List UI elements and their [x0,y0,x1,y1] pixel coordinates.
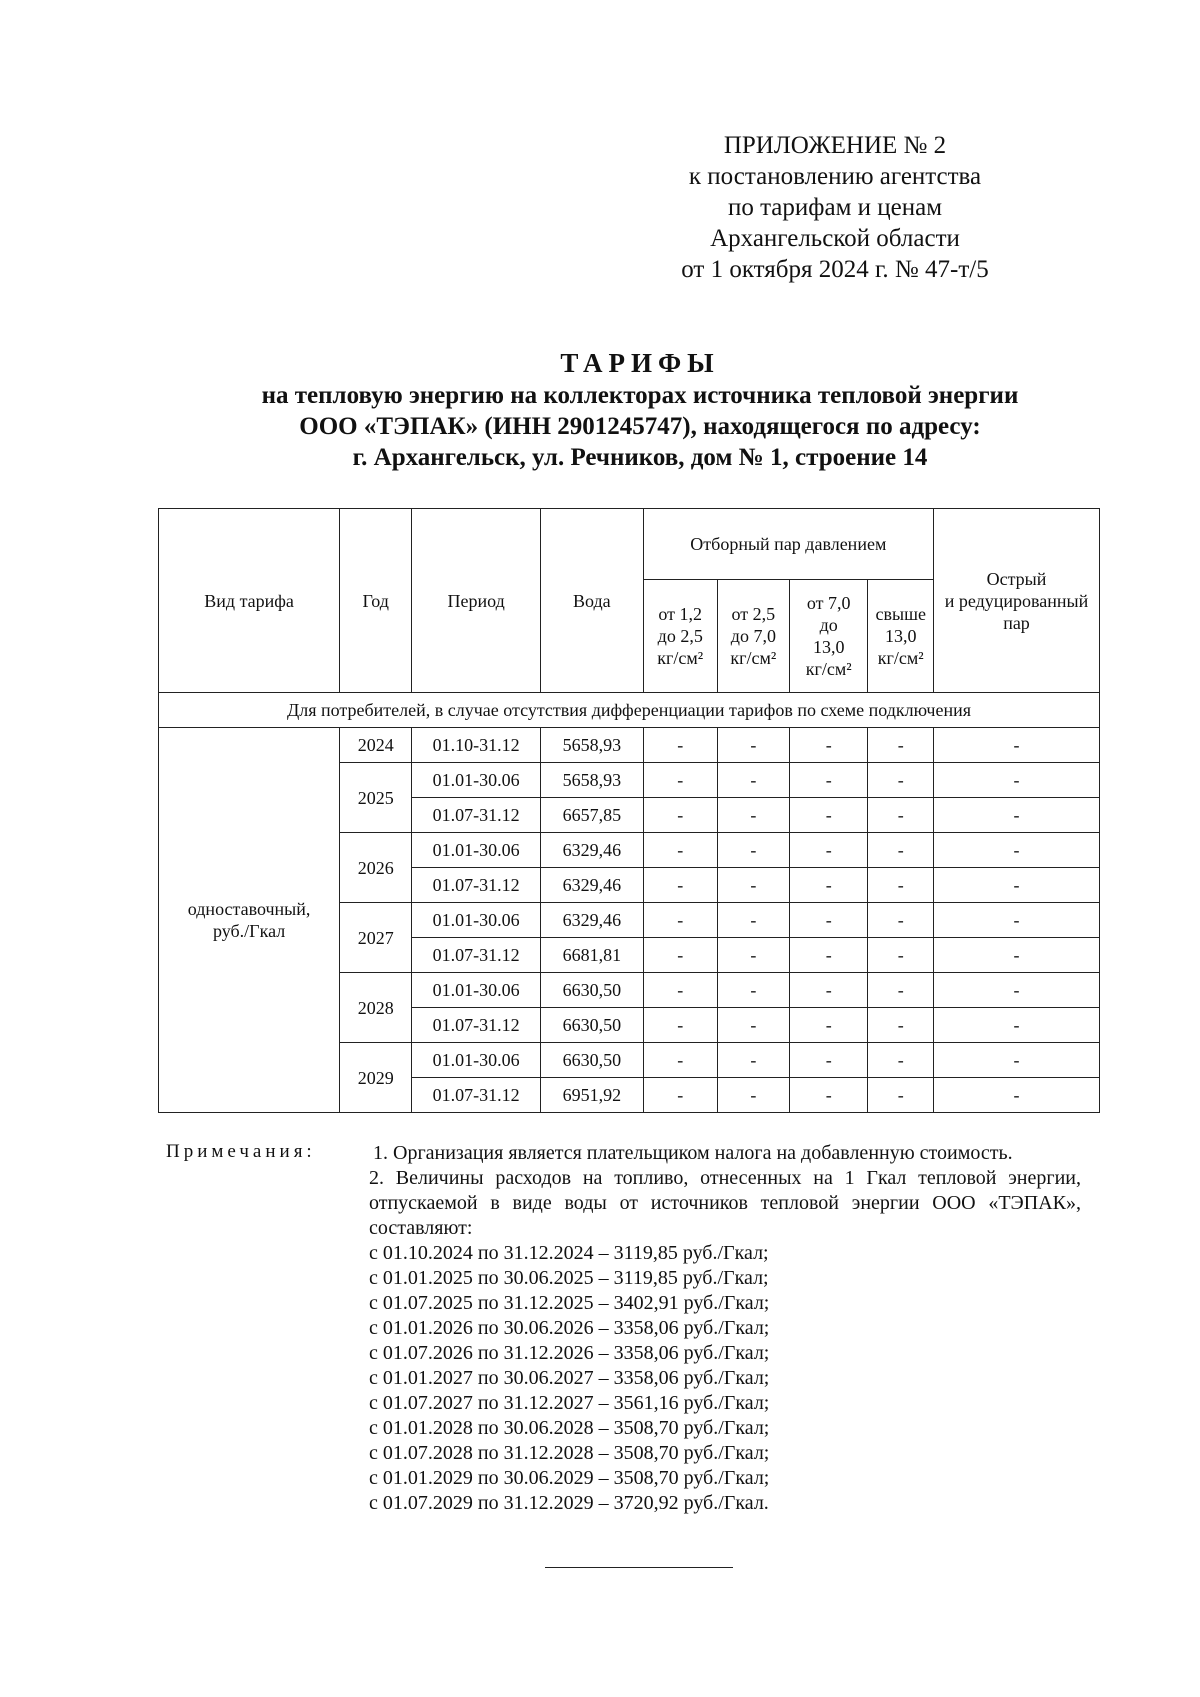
appendix-line: по тарифам и ценам [727,194,943,221]
fuel-rate-line: с 01.10.2024 по 31.12.2024 – 3119,85 руб./Гкал; [369,1242,769,1264]
notes-block [369,1141,1081,1516]
title-line: ООО «ТЭПАК» (ИНН 2901245747), находящегося по адресу: [299,413,981,440]
water-cell: 6630,50 [541,1008,644,1043]
header-steam-group: Отборный пар давлением [643,509,933,580]
fuel-rate-line: с 01.07.2029 по 31.12.2029 – 3720,92 руб./Гкал. [369,1492,769,1514]
dash-cell: - [717,833,789,868]
document-title [160,346,1120,473]
dash-cell: - [934,1043,1100,1078]
water-cell: 6329,46 [541,903,644,938]
table-row [159,728,1100,763]
dash-cell: - [934,1008,1100,1043]
fuel-rate-line: с 01.01.2025 по 30.06.2025 – 3119,85 руб./Гкал; [369,1267,769,1289]
header-period: Период [412,509,541,693]
year-cell: 2026 [340,833,412,903]
dash-cell: - [934,973,1100,1008]
dash-cell: - [789,868,868,903]
fuel-rates-list [369,1241,1081,1516]
header-line: от 2,5 [731,604,776,624]
water-cell: 6630,50 [541,973,644,1008]
header-line: и редуцированный [944,590,1089,611]
dash-cell: - [643,833,717,868]
dash-cell: - [717,798,789,833]
header-line: 13,0 [884,626,917,646]
dash-cell: - [717,938,789,973]
header-type: Вид тарифа [159,509,340,693]
fuel-rate-line: с 01.01.2026 по 30.06.2026 – 3358,06 руб./Гкал; [369,1317,770,1339]
dash-cell: - [868,833,934,868]
dash-cell: - [643,903,717,938]
header-sharp-steam [934,509,1100,693]
dash-cell: - [868,868,934,903]
dash-cell: - [717,1043,789,1078]
dash-cell: - [789,833,868,868]
header-steam-4 [868,580,934,693]
dash-cell: - [934,903,1100,938]
dash-cell: - [643,868,717,903]
dash-cell: - [789,798,868,833]
dash-cell: - [868,973,934,1008]
fuel-rate-line: с 01.01.2029 по 30.06.2029 – 3508,70 руб./Гкал; [369,1467,770,1489]
water-cell: 6329,46 [541,868,644,903]
fuel-rate-line: с 01.07.2026 по 31.12.2026 – 3358,06 руб./Гкал; [369,1342,770,1364]
tariff-table [158,508,1100,1113]
dash-cell: - [934,728,1100,763]
water-cell: 6630,50 [541,1043,644,1078]
water-cell: 6329,46 [541,833,644,868]
water-cell: 5658,93 [541,763,644,798]
header-line: от 1,2 [658,604,703,624]
dash-cell: - [643,1008,717,1043]
period-cell: 01.01-30.06 [412,763,541,798]
year-cell: 2024 [340,728,412,763]
header-line: 13,0 [812,637,845,657]
dash-cell: - [934,798,1100,833]
dash-cell: - [717,728,789,763]
dash-cell: - [868,1043,934,1078]
dash-cell: - [643,973,717,1008]
header-line: пар [1003,612,1030,633]
dash-cell: - [789,763,868,798]
dash-cell: - [643,938,717,973]
year-cell: 2025 [340,763,412,833]
dash-cell: - [717,1008,789,1043]
water-cell: 6657,85 [541,798,644,833]
dash-cell: - [934,763,1100,798]
dash-cell: - [934,868,1100,903]
bottom-divider [545,1567,733,1568]
period-cell: 01.07-31.12 [412,1008,541,1043]
dash-cell: - [868,938,934,973]
section-caption: Для потребителей, в случае отсутствия дифференциации тарифов по схеме подключения [159,693,1100,728]
header-water: Вода [541,509,644,693]
appendix-line: от 1 октября 2024 г. № 47-т/5 [681,256,989,283]
header-line: до 7,0 [730,626,776,646]
dash-cell: - [643,728,717,763]
period-cell: 01.01-30.06 [412,903,541,938]
appendix-line: ПРИЛОЖЕНИЕ № 2 [723,132,947,159]
dash-cell: - [934,938,1100,973]
tariff-type-line: одноставочный, [187,899,311,919]
dash-cell: - [717,1078,789,1113]
dash-cell: - [717,903,789,938]
header-line: до [819,615,838,635]
period-cell: 01.01-30.06 [412,973,541,1008]
dash-cell: - [643,798,717,833]
dash-cell: - [934,1078,1100,1113]
year-cell: 2028 [340,973,412,1043]
dash-cell: - [717,973,789,1008]
water-cell: 5658,93 [541,728,644,763]
notes-label: Примечания: [166,1141,316,1162]
water-cell: 6681,81 [541,938,644,973]
header-row [159,509,1100,580]
dash-cell: - [789,1043,868,1078]
header-line: кг/см² [877,648,924,668]
year-cell: 2029 [340,1043,412,1113]
dash-cell: - [789,1078,868,1113]
year-cell: 2027 [340,903,412,973]
section-row [159,693,1100,728]
header-steam-2 [717,580,789,693]
dash-cell: - [643,1043,717,1078]
dash-cell: - [789,1008,868,1043]
dash-cell: - [717,763,789,798]
header-line: кг/см² [730,648,777,668]
fuel-rate-line: с 01.01.2028 по 30.06.2028 – 3508,70 руб./Гкал; [369,1417,770,1439]
appendix-line: Архангельской области [710,225,960,252]
dash-cell: - [789,903,868,938]
dash-cell: - [789,728,868,763]
dash-cell: - [868,903,934,938]
fuel-rate-line: с 01.01.2027 по 30.06.2027 – 3358,06 руб./Гкал; [369,1367,770,1389]
period-cell: 01.01-30.06 [412,833,541,868]
note-2: 2. Величины расходов на топливо, отнесенных на 1 Гкал тепловой энергии, отпускаемой в виде воды от источников тепловой энергии ООО «ТЭПАК», составляют: [369,1167,1081,1239]
fuel-rate-line: с 01.07.2027 по 31.12.2027 – 3561,16 руб./Гкал; [369,1392,770,1414]
dash-cell: - [789,938,868,973]
note-1: 1. Организация является плательщиком налога на добавленную стоимость. [373,1142,1013,1164]
dash-cell: - [868,1078,934,1113]
period-cell: 01.01-30.06 [412,1043,541,1078]
tariff-type-line: руб./Гкал [213,921,286,941]
dash-cell: - [868,798,934,833]
header-line: от 7,0 [806,593,851,613]
period-cell: 01.07-31.12 [412,938,541,973]
title-main: ТАРИФЫ [560,348,720,378]
header-line: до 2,5 [657,626,703,646]
tariff-type-cell [159,728,340,1113]
appendix-line: к постановлению агентства [688,163,982,190]
header-line: свыше [875,604,926,624]
fuel-rate-line: с 01.07.2028 по 31.12.2028 – 3508,70 руб./Гкал; [369,1442,770,1464]
dash-cell: - [868,763,934,798]
period-cell: 01.07-31.12 [412,798,541,833]
dash-cell: - [934,833,1100,868]
fuel-rate-line: с 01.07.2025 по 31.12.2025 – 3402,91 руб./Гкал; [369,1292,770,1314]
header-line: кг/см² [657,648,704,668]
period-cell: 01.07-31.12 [412,868,541,903]
appendix-header [600,130,1070,285]
header-year: Год [340,509,412,693]
dash-cell: - [789,973,868,1008]
dash-cell: - [868,1008,934,1043]
header-line: Острый [986,568,1047,589]
dash-cell: - [643,763,717,798]
water-cell: 6951,92 [541,1078,644,1113]
dash-cell: - [643,1078,717,1113]
header-steam-3 [789,580,868,693]
period-cell: 01.07-31.12 [412,1078,541,1113]
title-line: г. Архангельск, ул. Речников, дом № 1, строение 14 [352,444,928,471]
dash-cell: - [868,728,934,763]
header-steam-1 [643,580,717,693]
title-line: на тепловую энергию на коллекторах источника тепловой энергии [261,382,1019,409]
period-cell: 01.10-31.12 [412,728,541,763]
header-line: кг/см² [805,659,852,679]
dash-cell: - [717,868,789,903]
